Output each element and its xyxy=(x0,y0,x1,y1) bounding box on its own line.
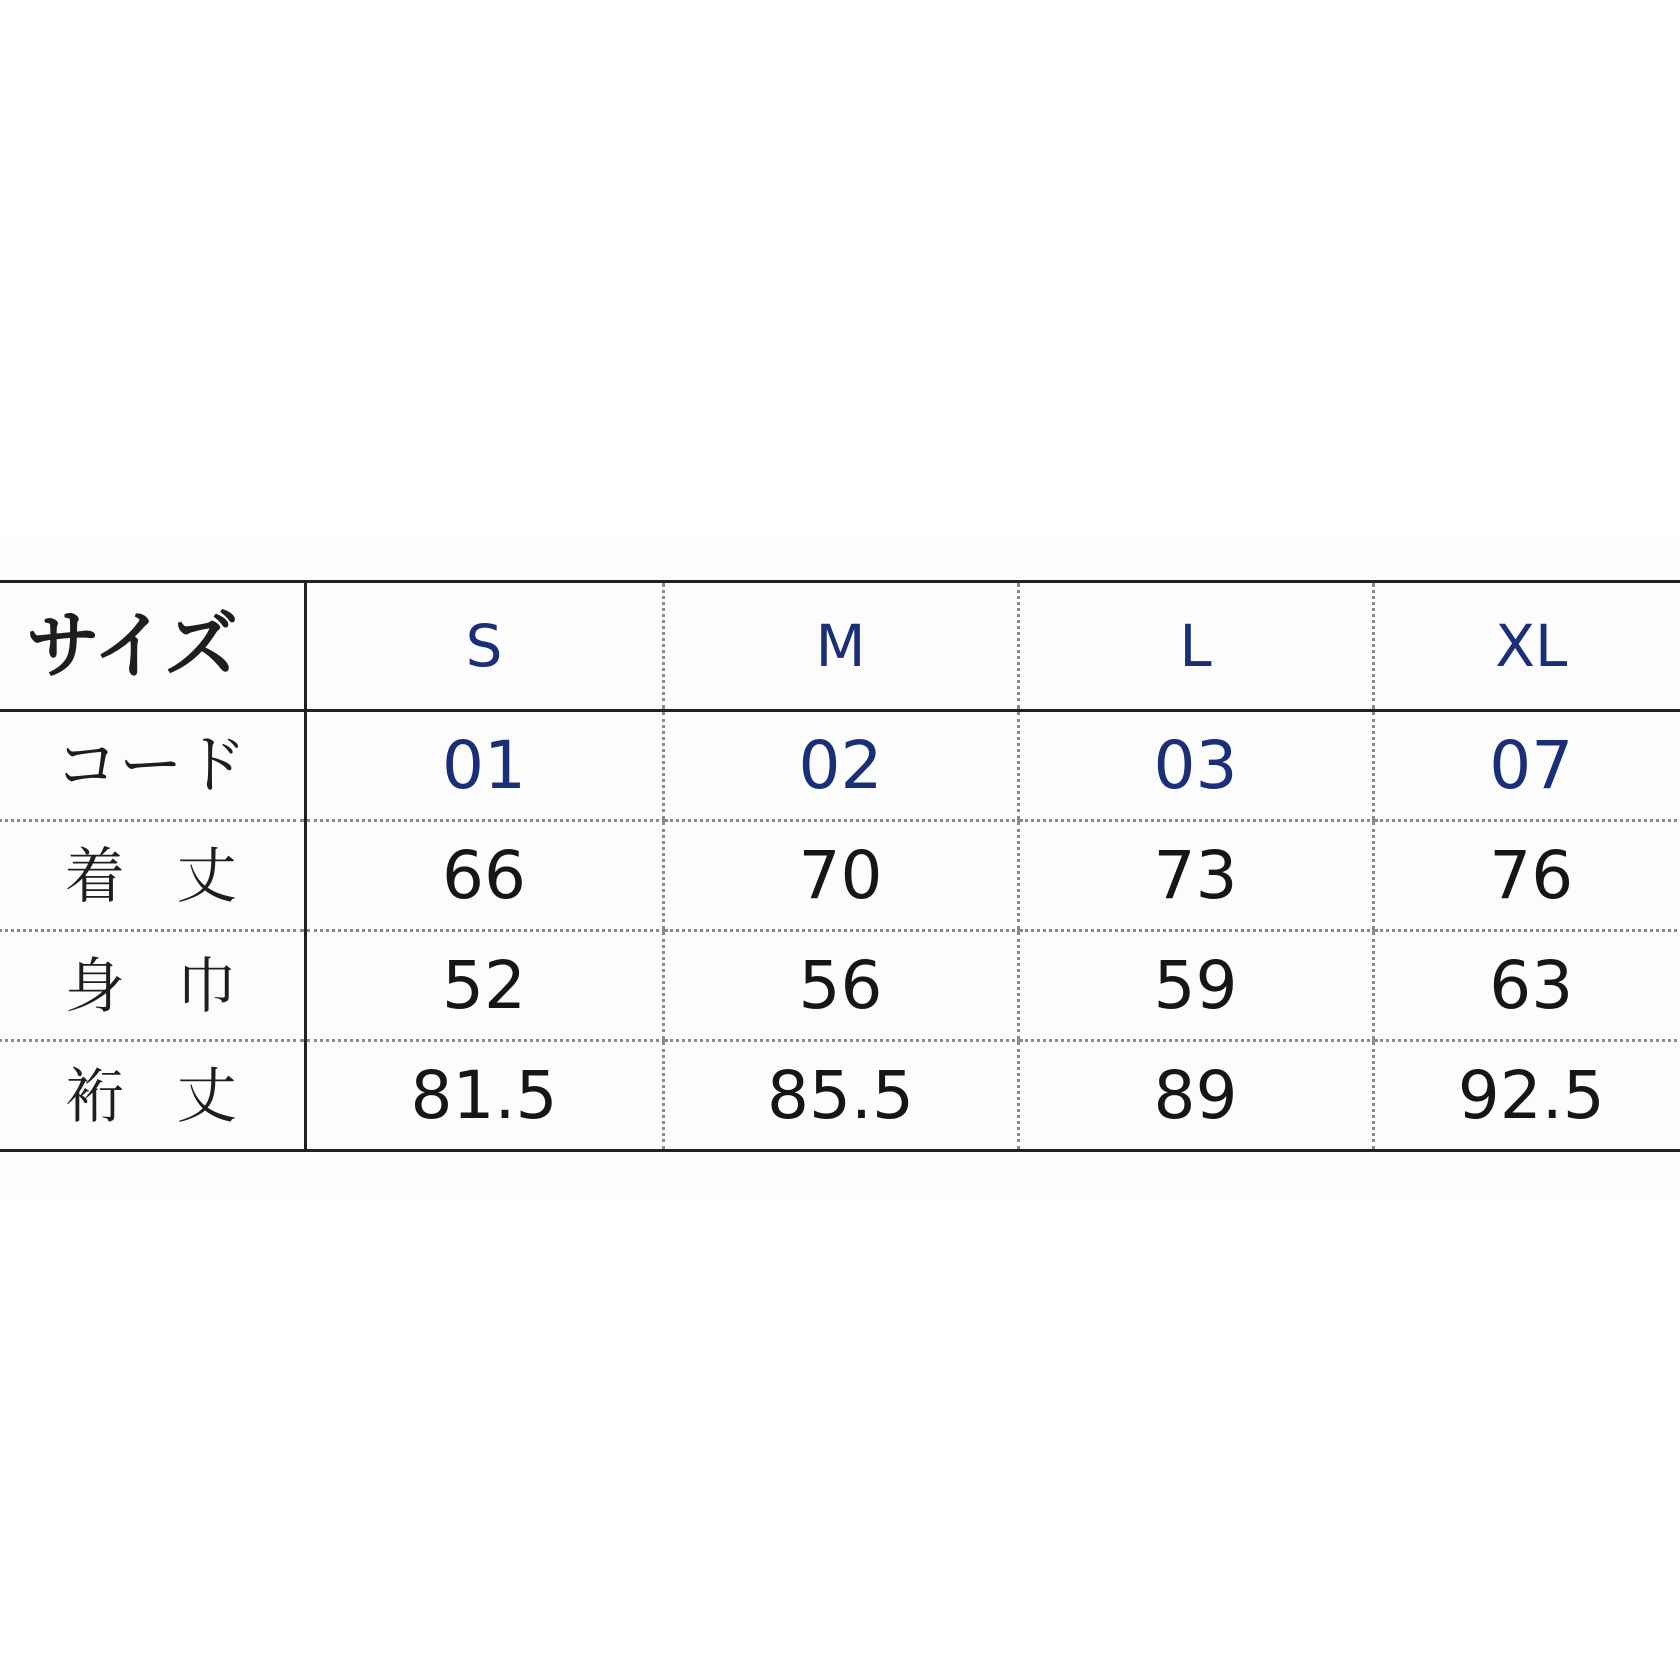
sleeve-row-label-cell xyxy=(0,1041,305,1151)
sleeve-row-label: 裄丈 xyxy=(64,1061,289,1132)
size-cell-xl xyxy=(1373,582,1680,711)
size-value: L xyxy=(1179,612,1212,680)
table-cell xyxy=(305,931,663,1041)
size-header-label: サイズ xyxy=(0,582,305,711)
code-value: 02 xyxy=(798,726,883,804)
table-cell xyxy=(305,821,663,931)
code-value: 01 xyxy=(442,726,526,804)
measure-value: 73 xyxy=(1153,836,1238,914)
table-cell xyxy=(1018,821,1373,931)
length-row xyxy=(0,821,1680,931)
table-cell xyxy=(663,1041,1018,1151)
table-cell xyxy=(305,1041,663,1151)
measure-value: 85.5 xyxy=(767,1056,914,1134)
table-cell xyxy=(663,931,1018,1041)
measure-value: 56 xyxy=(798,946,883,1024)
size-cell-m xyxy=(663,582,1018,711)
size-chart-table xyxy=(0,580,1680,1152)
table-cell xyxy=(1018,711,1373,821)
measure-value: 81.5 xyxy=(410,1056,558,1134)
measure-value: 76 xyxy=(1489,836,1574,914)
length-row-label-cell xyxy=(0,821,305,931)
sleeve-row xyxy=(0,1041,1680,1151)
measure-value: 92.5 xyxy=(1457,1056,1605,1134)
size-value: M xyxy=(815,612,866,680)
length-row-label: 着丈 xyxy=(64,841,289,912)
table-cell xyxy=(663,711,1018,821)
width-row-label: 身巾 xyxy=(64,951,289,1022)
code-value: 03 xyxy=(1153,726,1238,804)
measure-value: 89 xyxy=(1153,1056,1238,1134)
table-cell xyxy=(1018,931,1373,1041)
table-cell xyxy=(1373,931,1680,1041)
table-cell xyxy=(1373,1041,1680,1151)
table-cell xyxy=(305,711,663,821)
size-cell-s xyxy=(305,582,663,711)
width-row xyxy=(0,931,1680,1041)
code-row xyxy=(0,711,1680,821)
table-cell xyxy=(1373,821,1680,931)
width-row-label-cell xyxy=(0,931,305,1041)
size-header-row xyxy=(0,582,1680,711)
code-row-label: コード xyxy=(0,711,305,821)
measure-value: 59 xyxy=(1153,946,1238,1024)
table-cell xyxy=(663,821,1018,931)
size-value: S xyxy=(465,612,503,680)
measure-value: 70 xyxy=(798,836,883,914)
measure-value: 66 xyxy=(442,836,526,914)
table-cell xyxy=(1018,1041,1373,1151)
measure-value: 52 xyxy=(442,946,526,1024)
code-value: 07 xyxy=(1489,726,1574,804)
size-cell-l xyxy=(1018,582,1373,711)
measure-value: 63 xyxy=(1489,946,1574,1024)
table-cell xyxy=(1373,711,1680,821)
size-value: XL xyxy=(1495,612,1568,680)
